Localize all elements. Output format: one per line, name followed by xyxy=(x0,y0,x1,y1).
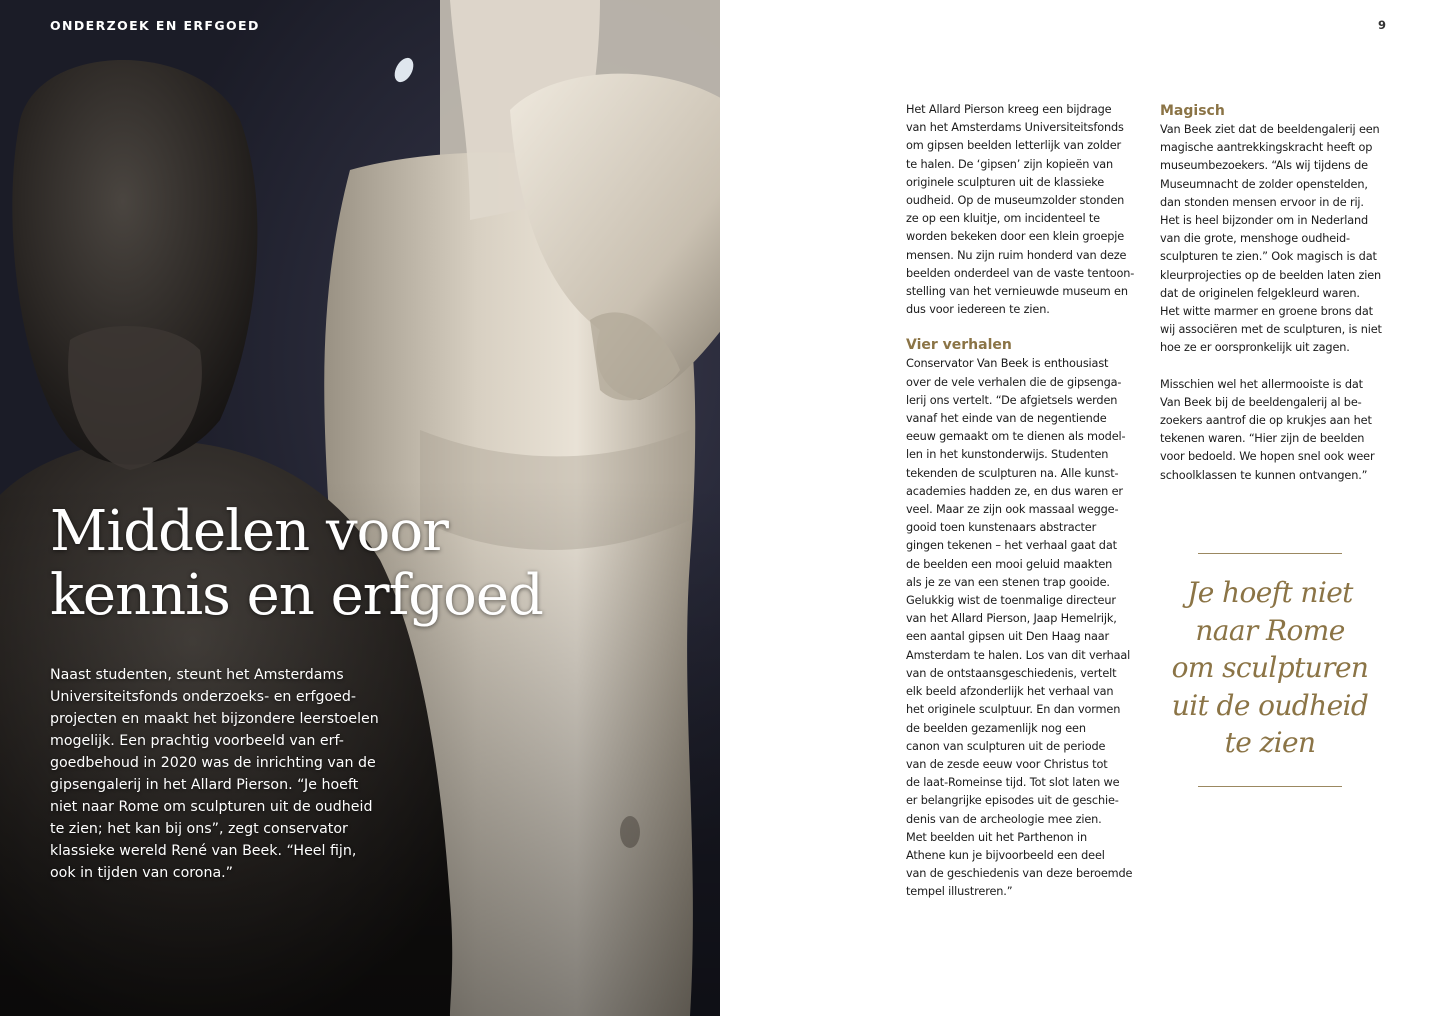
title-line: kennis en erfgoed xyxy=(50,563,543,628)
text-line: de beelden een mooi geluid maakten xyxy=(906,557,1113,571)
text-line: van de ontstaansgeschiedenis, vertelt xyxy=(906,666,1117,680)
text-line: Van Beek bij de beeldengalerij al be- xyxy=(1160,395,1362,409)
text-line: wij associëren met de sculpturen, is niet xyxy=(1160,323,1382,337)
text-line: te halen. De ‘gipsen’ zijn kopieën van xyxy=(906,157,1114,171)
text-line: len in het kunstonderwijs. Studenten xyxy=(906,448,1109,462)
text-line: Het Allard Pierson kreeg een bijdrage xyxy=(906,103,1112,116)
text-line: de beelden gezamenlijk nog een xyxy=(906,721,1086,735)
text-column-1 xyxy=(906,101,1146,902)
text-line: zoekers aantrof die op krukjes aan het xyxy=(1160,414,1372,428)
intro-line: te zien; het kan bij ons”, zegt conservator xyxy=(50,821,348,837)
pull-quote-line: naar Rome xyxy=(1195,613,1345,647)
text-line: van de zesde eeuw voor Christus tot xyxy=(906,757,1108,771)
text-line: Misschien wel het allermooiste is dat xyxy=(1160,377,1363,391)
title-line: Middelen voor xyxy=(50,499,448,564)
page-number: 9 xyxy=(1378,18,1387,32)
text-line: dat de originelen felgekleurd waren. xyxy=(1160,286,1360,300)
intro-line: klassieke wereld René van Beek. “Heel fijn, xyxy=(50,843,357,859)
body-paragraph xyxy=(906,101,1146,319)
text-line: schoolklassen te kunnen ontvangen.” xyxy=(1160,468,1368,482)
text-line: de laat-Romeinse tijd. Tot slot laten we xyxy=(906,776,1120,790)
text-line: denis van de archeologie mee zien. xyxy=(906,812,1102,826)
text-line: Het is heel bijzonder om in Nederland xyxy=(1160,214,1369,228)
text-line: ze op een kluitje, om incidenteel te xyxy=(906,212,1100,226)
text-line: van de geschiedenis van deze beroemde xyxy=(906,867,1133,881)
text-line: mensen. Nu zijn ruim honderd van deze xyxy=(906,248,1127,262)
intro-line: Universiteitsfonds onderzoeks- en erfgoed- xyxy=(50,689,357,705)
text-line: vanaf het einde van de negentiende xyxy=(906,412,1107,426)
text-line: Gelukkig wist de toenmalige directeur xyxy=(906,594,1116,608)
pull-quote-line: om sculpturen xyxy=(1171,651,1369,684)
text-line: tempel illustreren.” xyxy=(906,885,1013,899)
intro-line: Naast studenten, steunt het Amsterdams xyxy=(50,667,344,683)
text-line: Amsterdam te halen. Los van dit verhaal xyxy=(906,648,1131,662)
body-paragraph xyxy=(906,355,1146,901)
pull-quote-line: uit de oudheid xyxy=(1171,688,1369,722)
text-line: worden bekeken door een klein groepje xyxy=(906,230,1125,244)
text-line: om gipsen beelden letterlijk van zolder xyxy=(906,139,1122,153)
pull-quote xyxy=(1160,574,1380,762)
text-line: beelden onderdeel van de vaste tentoon- xyxy=(906,266,1135,280)
text-line: gooid toen kunstenaars abstracter xyxy=(906,521,1097,535)
text-line: elk beeld afzonderlijk het verhaal van xyxy=(906,685,1114,699)
text-line: van het Amsterdams Universiteitsfonds xyxy=(906,121,1124,135)
intro-line: projecten en maakt het bijzondere leerstoelen xyxy=(50,711,379,727)
text-line: over de vele verhalen die de gipsenga- xyxy=(906,375,1122,389)
text-line: academies hadden ze, en dus waren er xyxy=(906,484,1123,498)
page-title xyxy=(50,500,690,628)
intro-line: goedbehoud in 2020 was de inrichting van de xyxy=(50,755,376,771)
text-line: veel. Maar ze zijn ook massaal wegge- xyxy=(906,503,1119,517)
section-heading: Vier verhalen xyxy=(906,337,1012,354)
text-line: er belangrijke episodes uit de geschie- xyxy=(906,794,1119,808)
text-line: museumbezoekers. “Als wij tijdens de xyxy=(1160,159,1368,173)
text-line: van die grote, menshoge oudheid- xyxy=(1160,232,1350,246)
intro-line: ook in tijden van corona.” xyxy=(50,865,234,881)
text-line: kleurprojecties op de beelden laten zien xyxy=(1160,268,1382,282)
intro-paragraph xyxy=(50,664,385,884)
section-label: ONDERZOEK EN ERFGOED xyxy=(50,18,260,33)
text-line: voor bedoeld. We hopen snel ook weer xyxy=(1160,450,1375,464)
pull-quote-line: te zien xyxy=(1224,726,1316,759)
pull-quote-line: Je hoeft niet xyxy=(1187,576,1353,609)
text-line: magische aantrekkingskracht heeft op xyxy=(1160,141,1373,155)
text-line: als je ze van een stenen trap gooide. xyxy=(906,575,1110,589)
text-column-2 xyxy=(1160,101,1400,485)
text-line: stelling van het vernieuwde museum en xyxy=(906,285,1128,299)
text-line: van het Allard Pierson, Jaap Hemelrijk, xyxy=(906,612,1117,626)
text-line: gingen tekenen – het verhaal gaat dat xyxy=(906,539,1117,553)
text-line: een aantal gipsen uit Den Haag naar xyxy=(906,630,1110,644)
ceiling-light xyxy=(391,55,417,85)
text-line: Conservator Van Beek is enthousiast xyxy=(906,357,1109,371)
text-line: dus voor iedereen te zien. xyxy=(906,303,1050,317)
text-line: Athene kun je bijvoorbeeld een deel xyxy=(906,848,1105,862)
text-line: Museumnacht de zolder openstelden, xyxy=(1160,177,1368,191)
text-line: Van Beek ziet dat de beeldengalerij een xyxy=(1160,123,1380,136)
text-line: Het witte marmer en groene brons dat xyxy=(1160,305,1373,319)
pull-quote-rule-bottom xyxy=(1198,786,1342,787)
text-line: lerij ons vertelt. “De afgietsels werden xyxy=(906,393,1118,407)
intro-line: gipsengalerij in het Allard Pierson. “Je hoeft xyxy=(50,777,359,793)
intro-line: niet naar Rome om sculpturen uit de oudheid xyxy=(50,799,373,815)
text-line: hoe ze er oorspronkelijk uit zagen. xyxy=(1160,341,1350,355)
text-line: eeuw gemaakt om te dienen als model- xyxy=(906,430,1126,444)
text-line: Met beelden uit het Parthenon in xyxy=(906,830,1087,844)
text-line: oudheid. Op de museumzolder stonden xyxy=(906,194,1125,208)
body-paragraph xyxy=(1160,121,1400,358)
intro-line: mogelijk. Een prachtig voorbeeld van erf- xyxy=(50,733,344,749)
section-heading: Magisch xyxy=(1160,103,1225,119)
text-line: tekenen waren. “Hier zijn de beelden xyxy=(1160,432,1365,446)
body-paragraph xyxy=(1160,376,1400,485)
text-line: sculpturen te zien.” Ook magisch is dat xyxy=(1160,250,1377,264)
text-line: originele sculpturen uit de klassieke xyxy=(906,175,1105,189)
text-line: tekenden de sculpturen na. Alle kunst- xyxy=(906,466,1119,480)
text-line: dan stonden mensen ervoor in de rij. xyxy=(1160,195,1364,209)
pull-quote-rule-top xyxy=(1198,553,1342,554)
text-line: canon van sculpturen uit de periode xyxy=(906,739,1106,753)
text-line: het originele sculptuur. En dan vormen xyxy=(906,703,1121,717)
